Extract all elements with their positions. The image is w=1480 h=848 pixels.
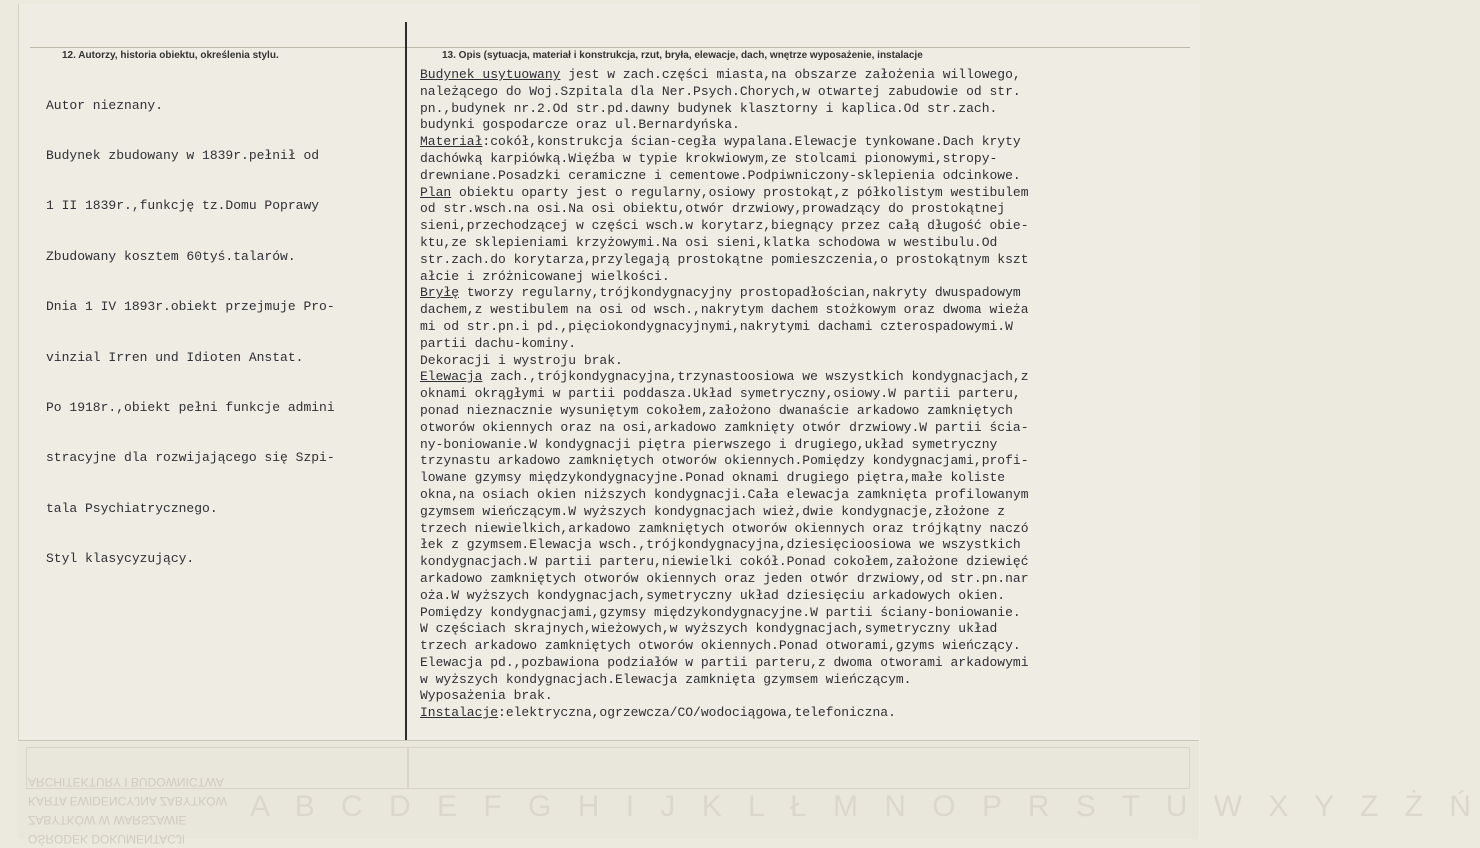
description-line-text: W częściach skrajnych,wieżowych,w wyższych kondygnacjach,symetryczny układ xyxy=(420,621,998,637)
description-line xyxy=(420,168,1029,185)
description-line-text: ponad nieznacznie wysuniętym cokołem,założono dwanaście arkadowo zamkniętych xyxy=(420,402,1013,418)
history-line: tala Psychiatrycznego. xyxy=(46,500,218,516)
description-line-text: pn.,budynek nr.2.Od str.pd.dawny budynek klasztorny i kaplica.Od str.zach. xyxy=(420,100,998,116)
description-line-text: budynki gospodarcze oraz ul.Bernardyńska. xyxy=(420,117,740,133)
description-line xyxy=(420,521,1029,538)
description-line-text: Pomiędzy kondygnacjami,gzymsy międzykondygnacyjne.W partii ściany-boniowanie. xyxy=(420,604,1021,620)
description-line xyxy=(420,353,1029,370)
description-line xyxy=(420,688,1029,705)
description-line-text: ktu,ze sklepieniami krzyżowymi.Na osi sieni,klatka schodowa w westibulu.Od xyxy=(420,234,998,250)
description-line xyxy=(420,537,1029,554)
description-line-text: od str.wsch.na osi.Na osi obiektu,otwór drzwiowy,prowadzący do prostokątnej xyxy=(420,201,1006,217)
description-line-text: gzymsem wieńczącym.W wyższych kondygnacjach wież,dwie kondygnacje,złożone z xyxy=(420,503,1006,519)
section-keyword: Elewacja xyxy=(420,369,483,385)
description-line-text: lowane gzymsy międzykondygnacyjne.Ponad oknami drugiego piętra,małe koliste xyxy=(420,470,1006,486)
description-line xyxy=(420,252,1029,269)
bleed-through-text: OŚRODEK DOKUMENTACJI ZABYTKÓW W WARSZAWIE KARTA EWIDENCYJNA ZABYTKÓW ARCHITEKTURY I BUDOWNICTWA xyxy=(28,775,227,846)
description-line xyxy=(420,672,1029,689)
history-line: Dnia 1 IV 1893r.obiekt przejmuje Pro- xyxy=(46,299,335,315)
history-line: Styl klasycyzujący. xyxy=(46,551,195,567)
description-line-text: łek z gzymsem.Elewacja wsch.,trójkondygnacyjna,dziesięcioosiowa we wszystkich xyxy=(420,537,1021,553)
description-line-text: dachówką karpiówką.Więźba w typie krokwiowym,ze stolcami pionowymi,stropy- xyxy=(420,150,998,166)
description-line xyxy=(420,504,1029,521)
description-line-text: ny-boniowanie.W kondygnacji piętra pierwszego i drugiego,układ symetryczny xyxy=(420,436,998,452)
description-line xyxy=(420,588,1029,605)
description-line xyxy=(420,638,1029,655)
left-section-header: 12. Autorzy, historia obiektu, określenia stylu. xyxy=(62,50,279,61)
description-line xyxy=(420,185,1029,202)
description-line-text: trzech arkadowo zamkniętych otworów okiennych.Ponad otworami,gzyms wieńczący. xyxy=(420,638,1021,654)
history-line: 1 II 1839r.,funkcję tz.Domu Poprawy xyxy=(46,198,320,214)
description-line-text: trzech niewielkich,arkadowo zamkniętych otworów okiennych oraz trójkątny naczó xyxy=(420,520,1029,536)
description-line-text: Wyposażenia brak. xyxy=(420,688,553,704)
description-line xyxy=(420,571,1029,588)
section-keyword: Materiał xyxy=(420,134,483,150)
description-line xyxy=(420,302,1029,319)
description-line-text: kondygnacjach.W partii parteru,niewielki cokół.Ponad cokołem,założone dziewięć xyxy=(420,554,1029,570)
history-line: Autor nieznany. xyxy=(46,97,164,113)
description-line xyxy=(420,134,1029,151)
description-line xyxy=(420,621,1029,638)
description-line-text: w wyższych kondygnacjach.Elewacja zamknięta gzymsem wieńczącym. xyxy=(420,671,912,687)
description-line xyxy=(420,554,1029,571)
description-line-text: Dekoracji i wystroju brak. xyxy=(420,352,623,368)
description-line-text: obiektu oparty jest o regularny,osiowy prostokąt,z półkolistym westibulem xyxy=(451,184,1029,200)
description-line-text: :cokół,konstrukcja ścian-cegła wypalana.Elewacje tynkowane.Dach kryty xyxy=(482,134,1021,150)
description-line-text: oknami okrągłymi w partii poddasza.Układ symetryczny,osiowy.W partii parteru, xyxy=(420,386,1021,402)
description-line xyxy=(420,336,1029,353)
description-line xyxy=(420,201,1029,218)
description-line-text: zach.,trójkondygnacyjna,trzynastoosiowa we wszystkich kondygnacjach,z xyxy=(482,369,1029,385)
history-line: stracyjne dla rozwijającego się Szpi- xyxy=(46,450,335,466)
description-line xyxy=(420,285,1029,302)
section-keyword: Budynek usytuowany xyxy=(420,67,561,82)
description-line xyxy=(420,84,1029,101)
description-line xyxy=(420,403,1029,420)
description-line-text: Elewacja pd.,pozbawiona podziałów w partii parteru,z dwoma otworami arkadowymi xyxy=(420,654,1029,670)
description-line-text: str.zach.do korytarza,przylegają prostokątne pomieszczenia,o prostokątnym kszt xyxy=(420,251,1029,267)
description-line-text: sieni,przechodzącej w części wsch.w korytarz,biegnący przez całą długość obie- xyxy=(420,218,1029,234)
description-line xyxy=(420,235,1029,252)
section-keyword: Bryłę xyxy=(420,285,460,301)
description-line-text: otworów okiennych oraz na osi,arkadowo zamknięty otwór drzwiowy.W partii ścia- xyxy=(420,419,1029,435)
description-line-text: dachem,z westibulem na osi od wsch.,nakrytym dachem stożkowym oraz dwoma wieża xyxy=(420,302,1029,318)
description-line xyxy=(420,67,1029,84)
description-line-text: oża.W wyższych kondygnacjach,symetryczny układ dziesięciu arkadowych okien. xyxy=(420,587,1006,603)
description-line xyxy=(420,605,1029,622)
description-line xyxy=(420,151,1029,168)
description-line xyxy=(420,319,1029,336)
description-line xyxy=(420,453,1029,470)
description-line xyxy=(420,269,1029,286)
description-line xyxy=(420,470,1029,487)
description-line xyxy=(420,117,1029,134)
bleed-through-alphabet: A B C D E F G H I J K L Ł M N O P R S T U W X Y Z Ż Ń xyxy=(250,790,1480,823)
section-keyword: Instalacje xyxy=(420,705,499,721)
history-line: Budynek zbudowany w 1839r.pełnił od xyxy=(46,147,320,163)
description-text xyxy=(420,67,1029,722)
description-line-text: mi od str.pn.i pd.,pięciokondygnacyjnymi,nakrytymi dachami czterospadowymi.W xyxy=(420,318,1013,334)
description-line xyxy=(420,437,1029,454)
history-line: Zbudowany kosztem 60tyś.talarów. xyxy=(46,248,296,264)
description-line-text: tworzy regularny,trójkondygnacyjny prostopadłościan,nakryty dwuspadowym xyxy=(459,285,1021,301)
description-line-text: jest w zach.części miasta,na obszarze założenia willowego, xyxy=(560,67,1021,82)
description-line xyxy=(420,218,1029,235)
history-line: Po 1918r.,obiekt pełni funkcje admini xyxy=(46,399,335,415)
description-line xyxy=(420,705,1029,722)
history-text xyxy=(46,64,335,585)
description-line-text: drewniane.Posadzki ceramiczne i cementowe.Podpiwniczony-sklepienia odcinkowe. xyxy=(420,167,1021,183)
history-line: vinzial Irren und Idioten Anstat. xyxy=(46,349,304,365)
description-line-text: :elektryczna,ogrzewcza/CO/wodociągowa,telefoniczna. xyxy=(498,705,896,721)
description-line-text: należącego do Woj.Szpitala dla Ner.Psych.Chorych,w otwartej zabudowie od str. xyxy=(420,83,1021,99)
ghost-field xyxy=(408,747,1190,789)
description-line xyxy=(420,386,1029,403)
column-divider xyxy=(405,22,407,740)
description-line-text: okna,na osiach okien niższych kondygnacji.Cała elewacja zamknięta profilowanym xyxy=(420,486,1029,502)
description-line xyxy=(420,369,1029,386)
description-line-text: arkadowo zamkniętych otworów okiennych oraz jeden otwór drzwiowy,od str.pn.nar xyxy=(420,570,1029,586)
description-line xyxy=(420,420,1029,437)
top-rule xyxy=(30,47,1190,48)
section-keyword: Plan xyxy=(420,184,452,200)
right-section-header: 13. Opis (sytuacja, materiał i konstrukcja, rzut, bryła, elewacje, dach, wnętrze wyposażenie, instalacje xyxy=(442,50,923,61)
description-line-text: ałcie i zróżnicowanej wielkości. xyxy=(420,268,670,284)
description-line xyxy=(420,655,1029,672)
description-line-text: trzynastu arkadowo zamkniętych otworów okiennych.Pomiędzy kondygnacjami,profi- xyxy=(420,453,1029,469)
description-line xyxy=(420,487,1029,504)
description-line xyxy=(420,101,1029,118)
description-line-text: partii dachu-kominy. xyxy=(420,335,577,351)
